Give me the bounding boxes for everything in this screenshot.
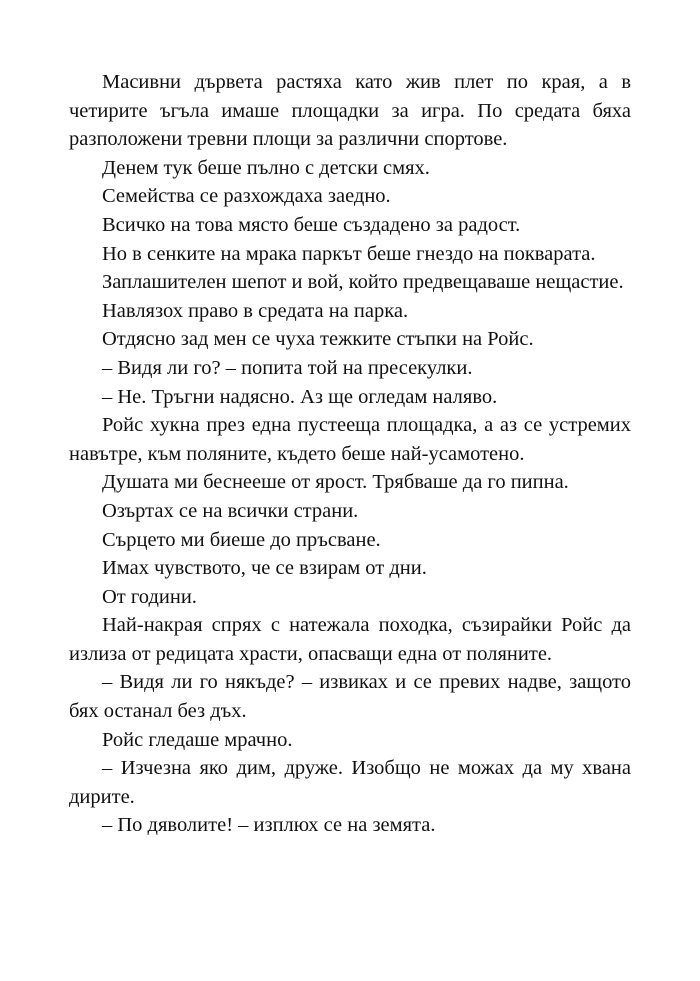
paragraph: Душата ми беснееше от ярост. Трябваше да го пипна. [102,471,569,494]
paragraph: Масивни дървета растяха като жив плет по края, а в четирите ъгъла имаше площадки за игра. По средата бяха разположени тревни площи за различни спортове. [69,71,631,151]
paragraph: Всичко на това място беше създадено за радост. [102,213,521,236]
paragraph: Заплашителен шепот и вой, който предвещаваше нещастие. [102,271,624,294]
paragraph: Имах чувството, че се взирам от дни. [102,557,427,580]
paragraph: – По дяволите! – изплюх се на земята. [102,814,436,837]
paragraph: Ройс гледаше мрачно. [102,728,293,751]
paragraph: – Видя ли го някъде? – извиках и се превих надве, защото бях останал без дъх. [69,671,631,723]
paragraph: – Изчезна яко дим, друже. Изобщо не можах да му хвана дирите. [69,757,631,808]
paragraph: – Видя ли го? – попита той на пресекулки. [102,356,473,379]
paragraph: Сърцето ми биеше до пръсване. [102,528,381,551]
paragraph: Ройс хукна през една пустееща площадка, а аз се устремих навътре, към поляните, където беше най-усамотено. [69,414,631,465]
paragraph: Отдясно зад мен се чуха тежките стъпки на Ройс. [102,328,534,351]
paragraph: От години. [102,585,197,608]
page-text [69,68,631,840]
paragraph: – Не. Тръгни надясно. Аз ще огледам наляво. [102,385,498,408]
paragraph: Озъртах се на всички страни. [102,499,359,522]
paragraph: Но в сенките на мрака паркът беше гнездо на покварата. [102,242,596,265]
paragraph: Навлязох право в средата на парка. [102,299,409,322]
paragraph: Най-накрая спрях с натежала походка, съзирайки Ройс да излиза от редицата храсти, опасващи една от поляните. [69,614,631,665]
paragraph: Денем тук беше пълно с детски смях. [102,156,430,179]
paragraph: Семейства се разхождаха заедно. [102,185,391,208]
